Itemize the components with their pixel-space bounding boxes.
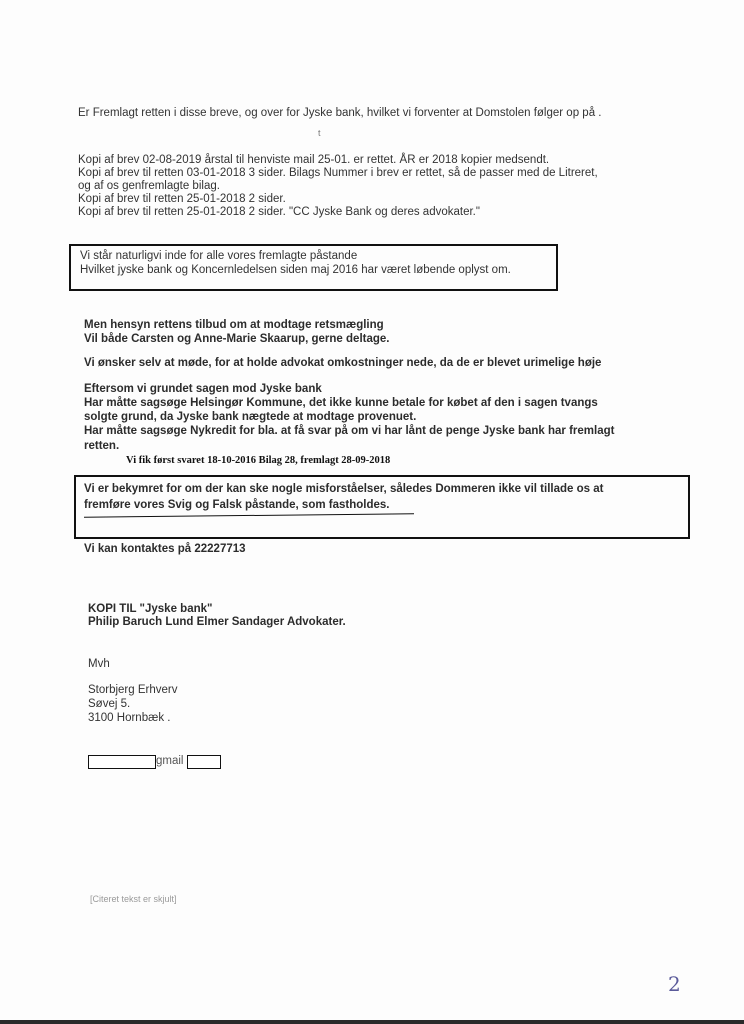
copy-line-1: Kopi af brev 02-08-2019 årstal til henviste mail 25-01. er rettet. ÅR er 2018 kopier medsendt. — [78, 154, 550, 166]
lawsuit-line-4: Har måtte sagsøge Nykredit for bla. at få svar på om vi har lånt de penge Jyske bank har fremlagt — [84, 425, 615, 437]
copy-line-4: Kopi af brev til retten 25-01-2018 2 sider. — [78, 193, 286, 205]
box1-line-1: Vi står naturligvi inde for alle vores fremlagte påstande — [80, 250, 358, 262]
email-fragment: gmail — [156, 755, 184, 767]
copy-to-line-2: Philip Baruch Lund Elmer Sandager Advokater. — [88, 616, 346, 628]
quoted-hidden-text: [Citeret tekst er skjult] — [90, 894, 177, 904]
attend-text: Vi ønsker selv at møde, for at holde advokat omkostninger nede, da de er blevet urimelige høje — [84, 357, 602, 369]
serif-note: Vi fik først svaret 18-10-2016 Bilag 28, fremlagt 28-09-2018 — [126, 455, 391, 466]
concern-line-1: Vi er bekymret for om der kan ske nogle misforståelser, således Dommeren ikke vil tillade os at — [84, 483, 604, 495]
sign-off: Mvh — [88, 658, 110, 670]
concern-line-2: fremføre vores Svig og Falsk påstande, som fastholdes. — [84, 499, 390, 511]
sender-name: Storbjerg Erhverv — [88, 684, 178, 696]
lawsuit-line-5: retten. — [84, 440, 120, 452]
intro-text: Er Fremlagt retten i disse breve, og over for Jyske bank, hvilket vi forventer at Domstolen følger op på . — [78, 107, 602, 119]
copy-to-line-1: KOPI TIL "Jyske bank" — [88, 603, 213, 615]
copy-line-5: Kopi af brev til retten 25-01-2018 2 sider. "CC Jyske Bank og deres advokater." — [78, 206, 480, 218]
mediation-line-2: Vil både Carsten og Anne-Marie Skaarup, gerne deltage. — [84, 333, 390, 345]
lawsuit-line-2: Har måtte sagsøge Helsingør Kommune, det ikke kunne betale for købet af den i sagen tvangs — [84, 397, 598, 409]
lawsuit-line-1: Eftersom vi grundet sagen mod Jyske bank — [84, 383, 322, 395]
sender-city: 3100 Hornbæk . — [88, 712, 171, 724]
page-number: 2 — [668, 972, 681, 996]
box1-line-2: Hvilket jyske bank og Koncernledelsen siden maj 2016 har været løbende oplyst om. — [80, 264, 511, 276]
stray-mark: t — [318, 128, 321, 138]
sender-street: Søvej 5. — [88, 698, 131, 710]
scan-edge — [0, 1020, 744, 1024]
redaction-box-2 — [187, 755, 221, 769]
copy-line-3: og af os genfremlagte bilag. — [78, 180, 220, 192]
redaction-box-1 — [88, 755, 156, 769]
lawsuit-line-3: solgte grund, da Jyske bank nægtede at modtage provenuet. — [84, 411, 417, 423]
copy-line-2: Kopi af brev til retten 03-01-2018 3 sider. Bilags Nummer i brev er rettet, så de passer med de Litreret, — [78, 167, 598, 179]
mediation-line-1: Men hensyn rettens tilbud om at modtage retsmægling — [84, 319, 384, 331]
contact-text: Vi kan kontaktes på 22227713 — [84, 543, 246, 555]
